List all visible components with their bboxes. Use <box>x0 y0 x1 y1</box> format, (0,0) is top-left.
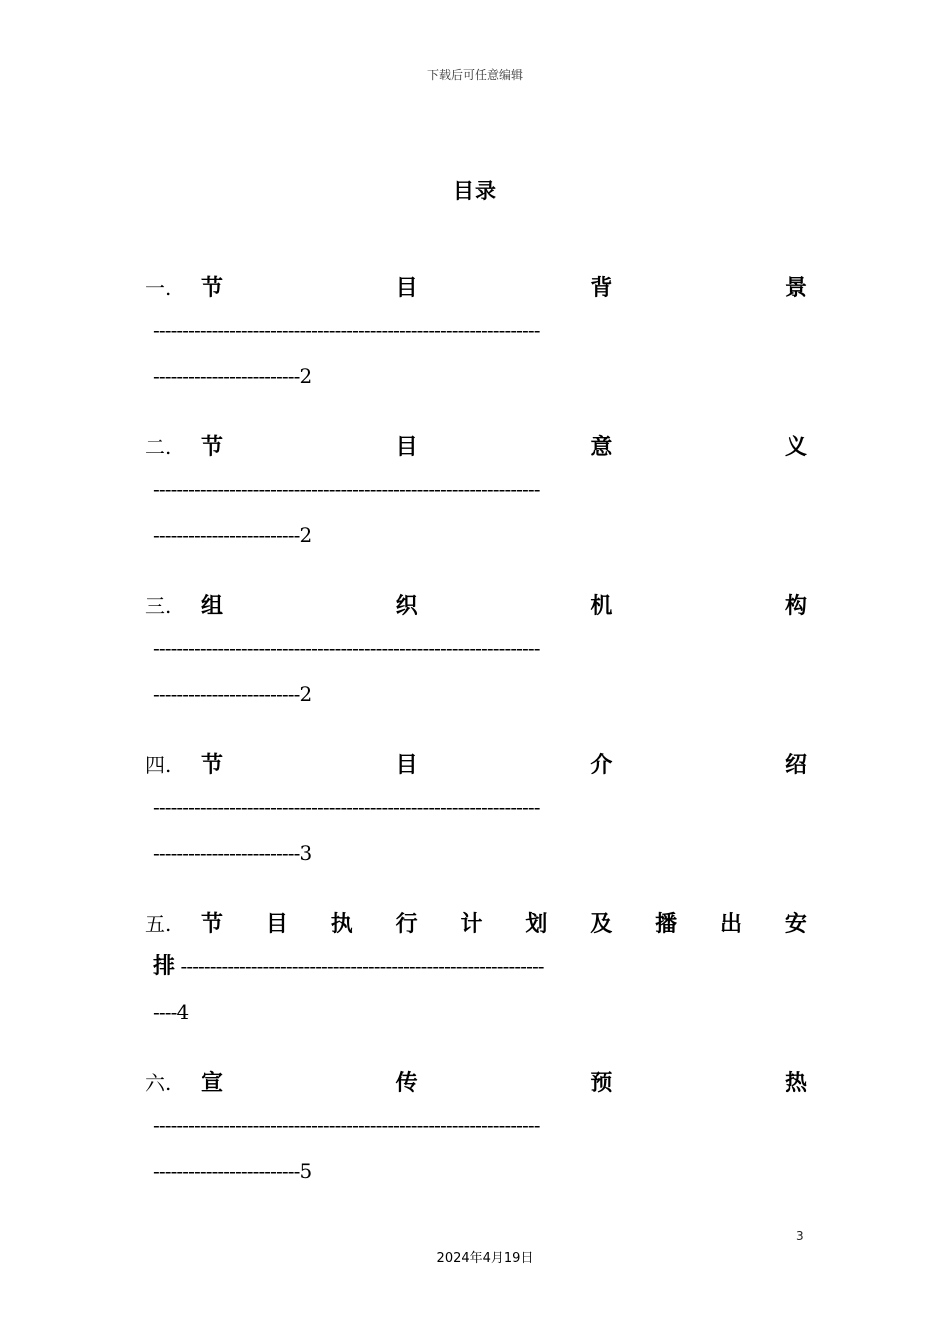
toc-entry-title <box>201 1069 807 1097</box>
toc-entry-title <box>201 274 807 302</box>
toc-entry-title-char: 绍 <box>784 752 807 778</box>
toc-leader-line: ------------------------------------------------------------------ <box>153 477 540 501</box>
toc-entry-title-char: 排 <box>153 954 176 978</box>
toc-entry-title-char: 节 <box>201 911 224 937</box>
toc-entry-page: 2 <box>299 682 313 706</box>
toc-entry-title-char: 背 <box>590 275 613 301</box>
toc-entry-title-char: 介 <box>590 752 613 778</box>
toc-entry-heading <box>145 1069 807 1099</box>
toc-entry-heading <box>145 910 807 940</box>
toc-entry-title-char: 播 <box>655 911 678 937</box>
toc-entry-title-char: 行 <box>395 911 418 937</box>
page-number: 3 <box>796 1229 804 1243</box>
toc-entry-title-char: 出 <box>720 911 743 937</box>
toc-entry-title-char: 预 <box>590 1070 613 1096</box>
toc-entry-title <box>201 751 807 779</box>
toc-entry-title-char: 节 <box>201 434 224 460</box>
toc-entry-title-char: 计 <box>460 911 483 937</box>
toc-entry-title-char: 传 <box>395 1070 418 1096</box>
toc-leader-line: ------------------------------------------------------------------ <box>153 795 540 819</box>
toc-entry-page: 4 <box>176 1000 190 1024</box>
toc-entry-page: 5 <box>299 1159 313 1183</box>
toc-entry-title-char: 组 <box>201 593 224 619</box>
toc-entry-number: 三. <box>145 594 172 618</box>
toc-entry-title-char: 织 <box>395 593 418 619</box>
toc-entry-title-char: 节 <box>201 275 224 301</box>
toc-entry-page: 2 <box>299 523 313 547</box>
toc-entry-title <box>201 592 807 620</box>
toc-entry-title-char: 构 <box>784 593 807 619</box>
toc-entry-title <box>201 433 807 461</box>
toc-entry-title-char: 划 <box>525 911 548 937</box>
toc-entry-title-char: 意 <box>590 434 613 460</box>
toc-entry-number: 一. <box>145 276 172 300</box>
toc-leader-end: -------------------------2 <box>153 364 313 388</box>
toc-entry-title-char: 执 <box>330 911 353 937</box>
toc-leader-line: ------------------------------------------------------------------ <box>153 1113 540 1137</box>
toc-entry-heading <box>145 274 807 304</box>
toc-entry-page: 3 <box>299 841 313 865</box>
toc-entry-number: 二. <box>145 435 172 459</box>
toc-leader-end: -------------------------5 <box>153 1159 313 1183</box>
toc-entry-number: 四. <box>145 753 172 777</box>
toc-leader-end: ----4 <box>153 1000 190 1024</box>
toc-entry-title-char: 目 <box>395 275 418 301</box>
toc-entry-number: 五. <box>145 912 172 936</box>
toc-title: 目录 <box>453 178 497 203</box>
toc-entry-heading <box>145 433 807 463</box>
toc-leader-line: ------------------------------------------------------------------ <box>153 318 540 342</box>
toc-entry-page: 2 <box>299 364 313 388</box>
toc-leader-end: -------------------------2 <box>153 523 313 547</box>
header-note: 下载后可任意编辑 <box>426 68 523 82</box>
toc-entry-title-char: 目 <box>265 911 288 937</box>
toc-entry-title-char: 节 <box>201 752 224 778</box>
toc-entry-title-char: 及 <box>590 911 613 937</box>
toc-entry-heading <box>145 592 807 622</box>
toc-entry-title-char: 目 <box>395 752 418 778</box>
toc-leader-end: -------------------------3 <box>153 841 313 865</box>
toc-entry-title-char: 义 <box>784 434 807 460</box>
toc-entry-number: 六. <box>145 1071 172 1095</box>
toc-entry-title-char: 宣 <box>201 1070 224 1096</box>
footer-date: 2024年4月19日 <box>436 1251 534 1266</box>
toc-entry-title-char: 热 <box>784 1070 807 1096</box>
toc-entry-title-char: 目 <box>395 434 418 460</box>
toc-entry-heading <box>145 751 807 781</box>
toc-entry-title <box>201 910 807 938</box>
toc-leader-end: -------------------------2 <box>153 682 313 706</box>
toc-entry-title-char: 景 <box>784 275 807 301</box>
toc-entry-title-char: 机 <box>590 593 613 619</box>
toc-leader-line: ------------------------------------------------------------------ <box>153 636 540 660</box>
toc-leader-line: 排 -------------------------------------------------------------- <box>153 954 544 978</box>
toc-entry-title-char: 安 <box>784 911 807 937</box>
